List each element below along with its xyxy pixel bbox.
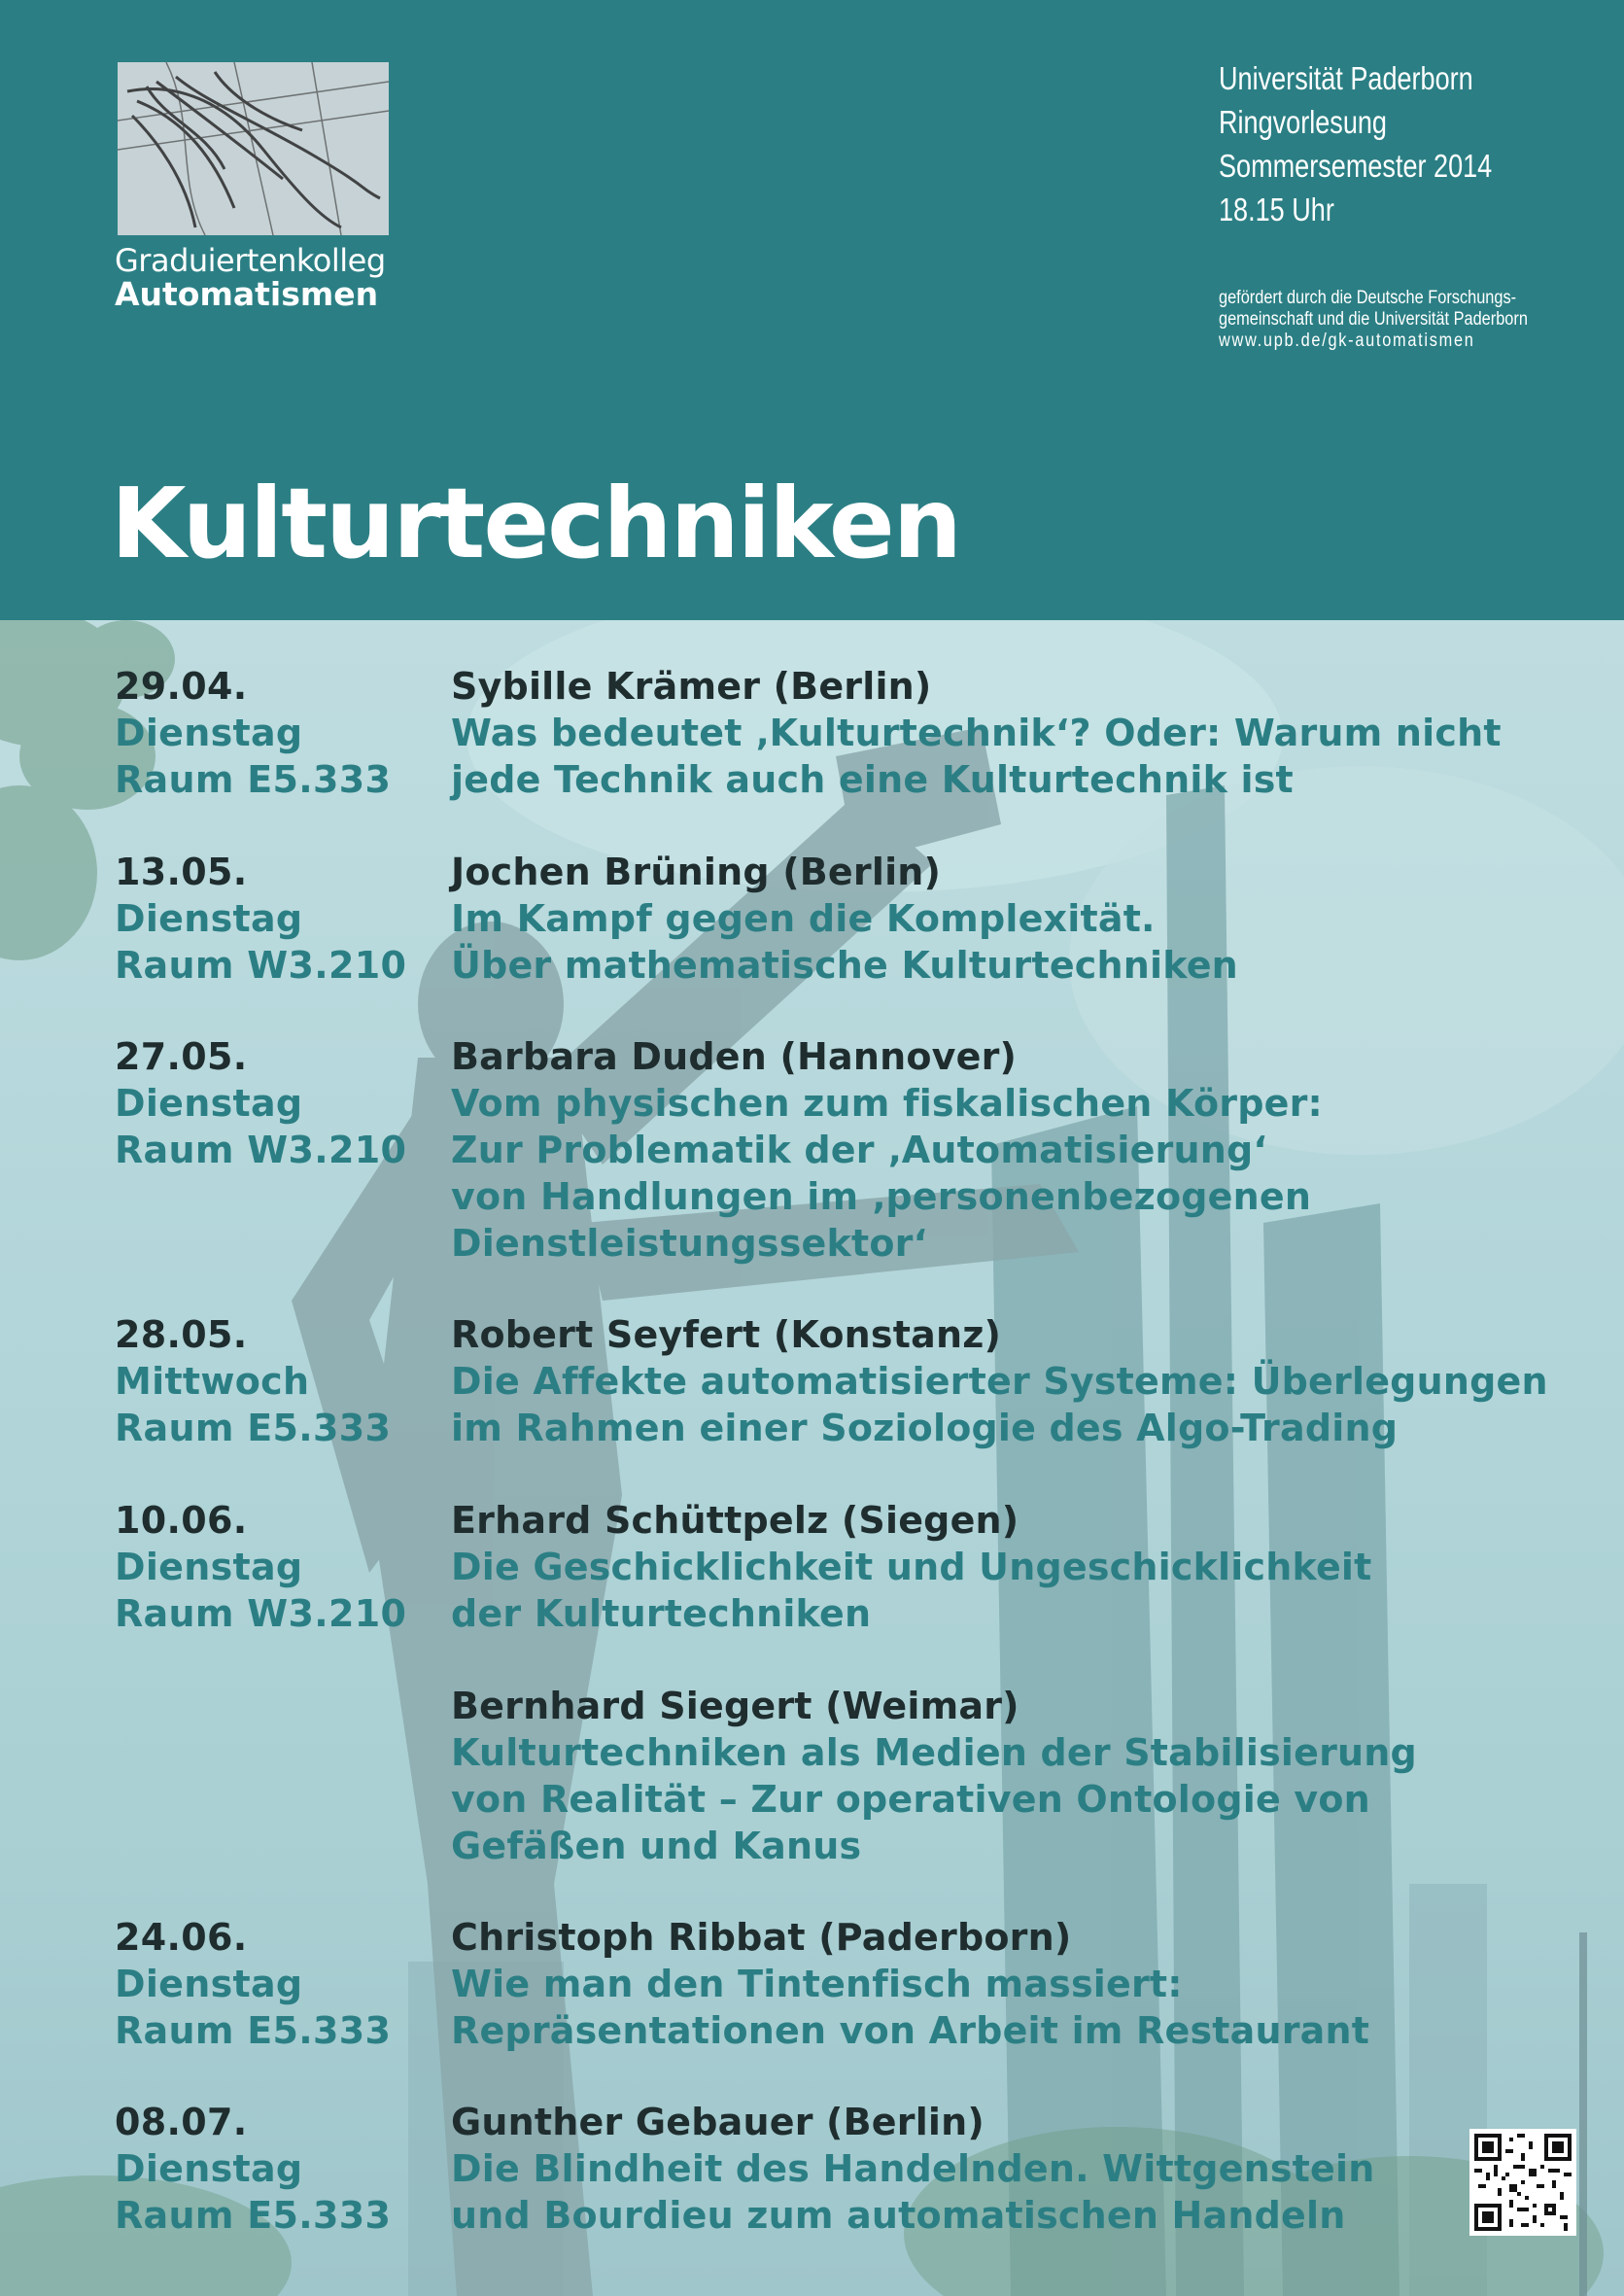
event-info: [451, 1033, 1549, 1267]
event-date: 29.04.: [115, 665, 248, 708]
event-room: Raum E5.333: [115, 758, 392, 801]
event-meta: [115, 663, 445, 803]
semester: Sommersemester 2014: [1219, 148, 1493, 184]
funding-line2: gemeinschaft und die Universität Paderborn: [1219, 309, 1528, 330]
event-speaker: Jochen Brüning (Berlin): [451, 851, 942, 893]
event-room: Raum W3.210: [115, 1592, 407, 1635]
event-meta: [115, 1497, 445, 1637]
event-info: [451, 2099, 1549, 2239]
lecture-info: [1219, 56, 1492, 231]
event-date: 13.05.: [115, 851, 248, 893]
event-date: 27.05.: [115, 1035, 248, 1078]
event-room: Raum W3.210: [115, 944, 407, 987]
kolleg-name-line1: Graduiertenkolleg: [115, 242, 386, 279]
event-info: [451, 849, 1549, 989]
event-speaker: Christoph Ribbat (Paderborn): [451, 1916, 1072, 1959]
event-date: 10.06.: [115, 1499, 248, 1542]
event-day: Dienstag: [115, 1546, 303, 1588]
event-info: [451, 1311, 1549, 1451]
event-day: Mittwoch: [115, 1360, 310, 1403]
event-room: Raum W3.210: [115, 1129, 407, 1171]
website-link[interactable]: www.upb.de/gk-automatismen: [1219, 330, 1475, 351]
event-talk-title: Die Blindheit des Handelnden. Wittgenstein und Bourdieu zum automatischen Handeln: [451, 2147, 1375, 2237]
event-meta: [115, 849, 445, 989]
lecture-series: Ringvorlesung: [1219, 104, 1387, 140]
kolleg-name-line2: Automatismen: [115, 275, 379, 313]
event-date: 28.05.: [115, 1313, 248, 1356]
event-info: [451, 1497, 1549, 1637]
event-date: 08.07.: [115, 2101, 248, 2143]
qr-code-icon[interactable]: [1469, 2129, 1576, 2236]
event-meta: [115, 1914, 445, 2054]
event-speaker: Gunther Gebauer (Berlin): [451, 2101, 985, 2143]
event-talk-title: Was bedeutet ‚Kulturtechnik‘? Oder: Warum nicht jede Technik auch eine Kulturtechnik ist: [451, 712, 1502, 801]
page-title: Kulturtechniken: [111, 467, 960, 580]
event-info: [451, 663, 1549, 803]
funding-note: [1219, 288, 1528, 352]
event-speaker: Sybille Krämer (Berlin): [451, 665, 932, 708]
event-talk-title: Im Kampf gegen die Komplexität. Über mathematische Kulturtechniken: [451, 897, 1238, 987]
event-room: Raum E5.333: [115, 2194, 392, 2237]
event-speaker: Robert Seyfert (Konstanz): [451, 1313, 1002, 1356]
event-info: [451, 1914, 1549, 2054]
kolleg-logo-image: [118, 62, 389, 235]
funding-line1: gefördert durch die Deutsche Forschungs-: [1219, 288, 1517, 308]
event-talk-title: Vom physischen zum fiskalischen Körper: Zur Problematik der ‚Automatisierung‘ von Handlungen im ‚personenbezogenen Dienstleistungssektor‘: [451, 1082, 1323, 1265]
event-day: Dienstag: [115, 897, 303, 940]
event-talk-title: Die Affekte automatisierter Systeme: Überlegungen im Rahmen einer Soziologie des Algo-Trading: [451, 1360, 1548, 1449]
event-day: Dienstag: [115, 1963, 303, 2005]
event-room: Raum E5.333: [115, 1407, 392, 1449]
event-day: Dienstag: [115, 1082, 303, 1125]
event-day: Dienstag: [115, 712, 303, 754]
event-speaker: Bernhard Siegert (Weimar): [451, 1685, 1019, 1727]
event-speaker: Erhard Schüttpelz (Siegen): [451, 1499, 1019, 1542]
event-day: Dienstag: [115, 2147, 303, 2190]
header-band: [0, 0, 1624, 620]
event-talk-title: Die Geschicklichkeit und Ungeschicklichkeit der Kulturtechniken: [451, 1546, 1372, 1635]
event-room: Raum E5.333: [115, 2009, 392, 2052]
lecture-time: 18.15 Uhr: [1219, 191, 1334, 227]
event-info: [451, 1683, 1549, 1869]
event-speaker: Barbara Duden (Hannover): [451, 1035, 1018, 1078]
event-talk-title: Wie man den Tintenfisch massiert: Repräsentationen von Arbeit im Restaurant: [451, 1963, 1370, 2052]
event-meta: [115, 1311, 445, 1451]
event-date: 24.06.: [115, 1916, 248, 1959]
event-meta: [115, 2099, 445, 2239]
event-talk-title: Kulturtechniken als Medien der Stabilisierung von Realität – Zur operativen Ontologie von Gefäßen und Kanus: [451, 1731, 1417, 1867]
university-name: Universität Paderborn: [1219, 60, 1473, 96]
event-meta: [115, 1033, 445, 1173]
